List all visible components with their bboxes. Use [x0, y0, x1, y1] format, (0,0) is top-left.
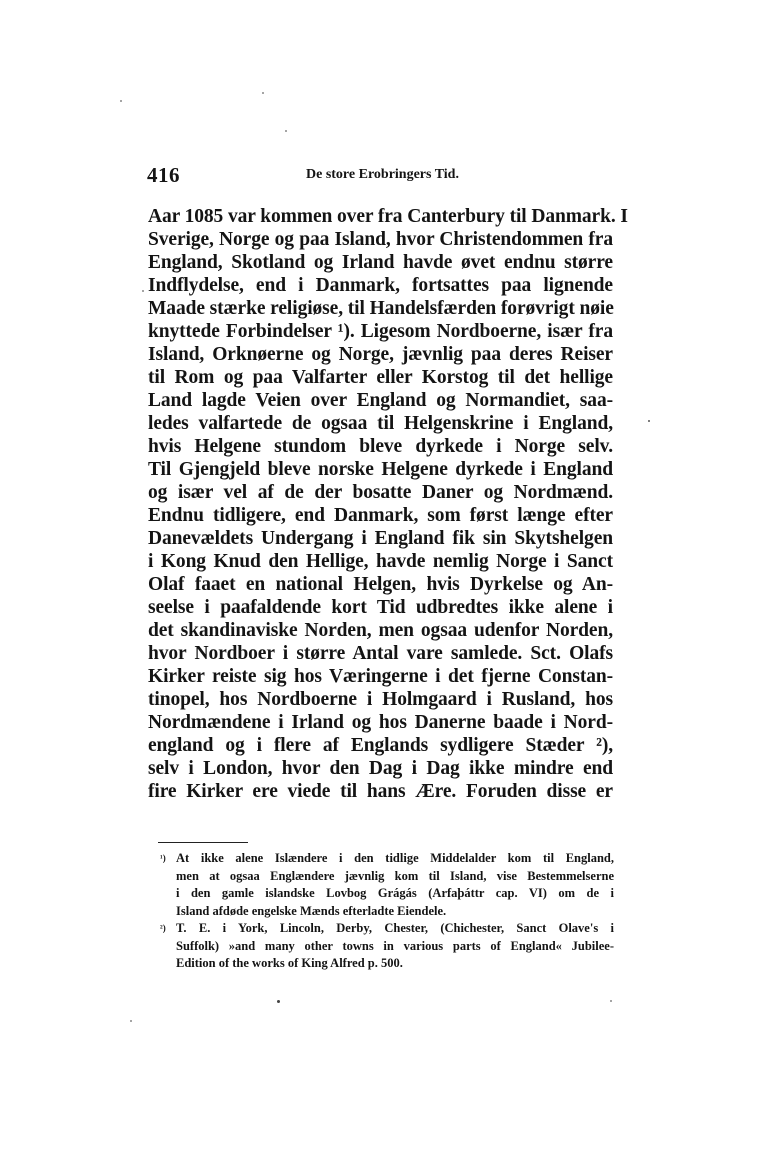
text-line: Endnu tidligere, end Danmark, som først længe efter	[148, 505, 613, 526]
text-line: knyttede Forbindelser ¹). Ligesom Nordboerne, især fra	[148, 321, 613, 342]
footnote-2-line	[160, 920, 614, 938]
text-line: Danevældets Undergang i England fik sin Skytshelgen	[148, 528, 613, 549]
footnote-2-line: Edition of the works of King Alfred p. 500.	[176, 956, 403, 970]
text-line: fire Kirker ere viede til hans Ære. Foruden disse er	[148, 781, 613, 802]
scan-speck	[277, 1000, 280, 1003]
text-line: england og i flere af Englands sydligere Stæder ²),	[148, 735, 613, 756]
scan-speck	[120, 100, 122, 102]
text-line: hvis Helgene stundom bleve dyrkede i Norge selv.	[148, 436, 613, 457]
page-number: 416	[147, 163, 180, 187]
scan-speck	[130, 1020, 132, 1022]
text-line: Sverige, Norge og paa Island, hvor Christendommen fra	[148, 229, 613, 250]
text-line: i Kong Knud den Hellige, havde nemlig Norge i Sanct	[148, 551, 613, 572]
scan-speck	[648, 420, 650, 422]
footnote-1-line: men at ogsaa Englændere jævnlig kom til Island, vise Bestemmelserne	[176, 868, 614, 883]
text-line: Maade stærke religiøse, til Handelsfærden forøvrigt nøie	[148, 298, 614, 319]
footnote-1-line: Island afdøde engelske Mænds efterladte Eiendele.	[176, 903, 447, 918]
text-line: og især vel af de der bosatte Daner og Nordmænd.	[148, 482, 613, 503]
footnote-2-text: T. E. i York, Lincoln, Derby, Chester, (Chichester, Sanct Olave's i	[176, 921, 614, 935]
text-line: Island, Orknøerne og Norge, jævnlig paa deres Reiser	[148, 344, 613, 365]
text-line: selv i London, hvor den Dag i Dag ikke mindre end	[148, 758, 613, 779]
text-line: tinopel, hos Nordboerne i Holmgaard i Rusland, hos	[148, 689, 613, 710]
text-line: Indflydelse, end i Danmark, fortsattes paa lignende	[148, 275, 613, 296]
text-line: Aar 1085 var kommen over fra Canterbury til Danmark. I	[148, 206, 628, 227]
footnote-1-text: At ikke alene Islændere i den tidlige Middelalder kom til England,	[176, 851, 614, 865]
body-text	[148, 205, 628, 803]
text-line: Olaf faaet en national Helgen, hvis Dyrkelse og An-	[148, 574, 613, 595]
text-line: Til Gjengjeld bleve norske Helgene dyrkede i England	[148, 459, 613, 480]
running-head: De store Erobringers Tid.	[306, 167, 459, 182]
footnotes	[160, 850, 614, 973]
text-line: Land lagde Veien over England og Normandiet, saa-	[148, 390, 613, 411]
scan-speck	[262, 92, 264, 94]
scan-speck	[610, 1000, 612, 1002]
footnote-2-line: Suffolk) »and many other towns in various parts of England« Jubilee-	[176, 938, 614, 953]
text-line: til Rom og paa Valfarter eller Korstog til det hellige	[148, 367, 613, 388]
text-line: det skandinaviske Norden, men ogsaa udenfor Norden,	[148, 620, 613, 641]
page-header	[0, 163, 760, 191]
text-line: ledes valfartede de ogsaa til Helgenskrine i England,	[148, 413, 613, 434]
footnote-2-marker: ²)	[160, 923, 166, 933]
scan-speck	[285, 130, 287, 132]
text-line: England, Skotland og Irland havde øvet endnu større	[148, 252, 613, 273]
text-line: seelse i paafaldende kort Tid udbredtes ikke alene i	[148, 597, 613, 618]
text-line: hvor Nordboer i større Antal vare samlede. Sct. Olafs	[148, 643, 613, 664]
text-line: Kirker reiste sig hos Væringerne i det fjerne Constan-	[148, 666, 613, 687]
footnote-1-marker: ¹)	[160, 853, 166, 863]
footnote-divider	[158, 842, 248, 843]
footnote-1-line: i den gamle islandske Lovbog Grágás (Arfaþáttr cap. VI) om de i	[176, 886, 614, 900]
text-line: Nordmændene i Irland og hos Danerne baade i Nord-	[148, 712, 613, 733]
scan-speck	[142, 290, 144, 292]
footnote-1-line	[160, 850, 614, 868]
